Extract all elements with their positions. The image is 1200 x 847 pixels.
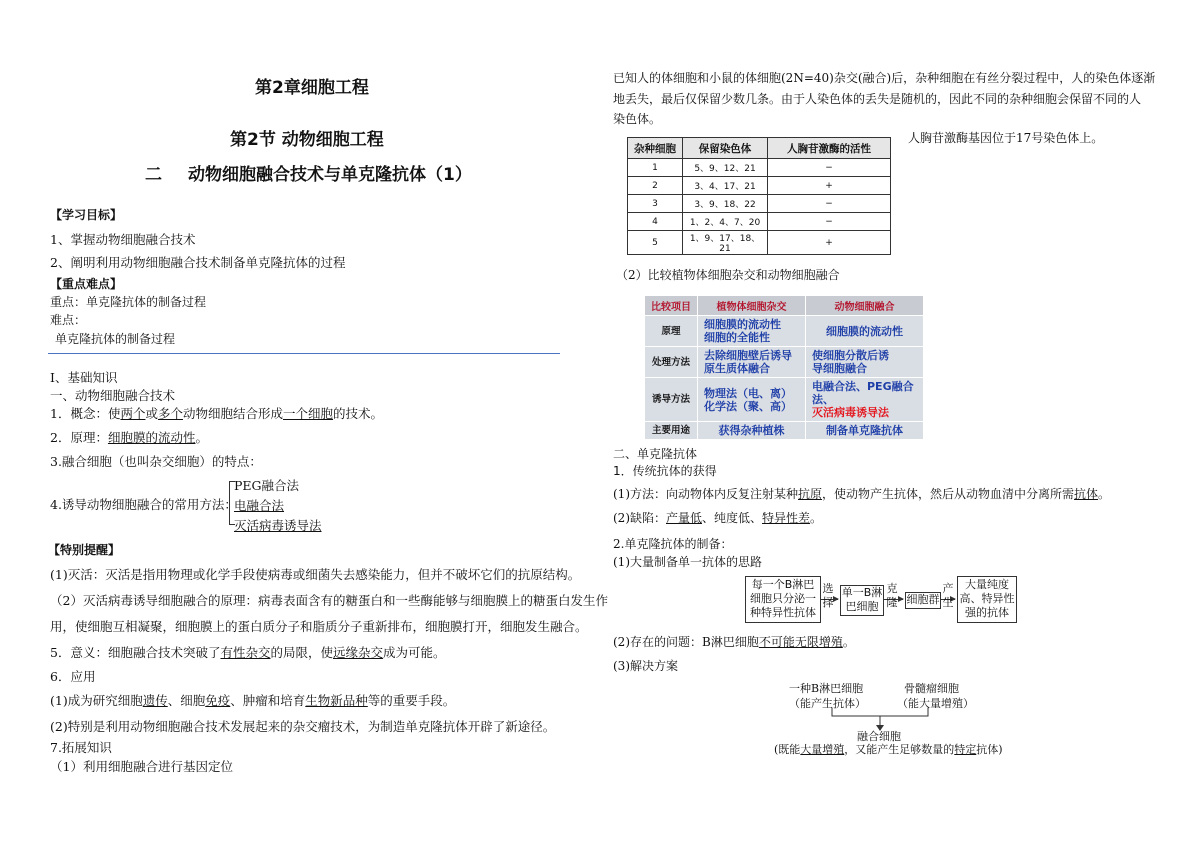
basics-title: Ⅰ、基础知识 [50, 370, 118, 385]
section-title: 第2节 动物细胞工程 [230, 130, 384, 150]
table-row: 2 3、4、17、21 + [628, 177, 891, 195]
problem-line: (2)存在的问题：B淋巴细胞不可能无限增殖。 [613, 635, 855, 649]
goals-title: 【学习目标】 [50, 208, 123, 222]
concept-line: 1．概念：使两个或多个动物细胞结合形成一个细胞的技术。 [50, 406, 384, 421]
key-difficulty: 单克隆抗体的制备过程 [55, 332, 176, 346]
app-2: (2)特别是利用动物细胞融合技术发展起来的杂交瘤技术，为制造单克隆抗体开辟了新途径。 [50, 719, 556, 734]
prep-1: (1)大量制备单一抗体的思路 [613, 555, 762, 569]
table1-header: 保留染色体 [683, 138, 768, 159]
table2-header: 比较项目 [645, 296, 698, 316]
trad-title: 1．传统抗体的获得 [613, 464, 717, 478]
method-virus: 灭活病毒诱导法 [234, 518, 322, 533]
meaning-line: 5．意义：细胞融合技术突破了有性杂交的局限，使远缘杂交成为可能。 [50, 645, 446, 660]
flow-box-4: 大量纯度 高、特异性 强的抗体 [957, 576, 1017, 623]
table-row: 原理 细胞膜的流动性 细胞的全能性 细胞膜的流动性 [645, 316, 924, 347]
app-title: 6．应用 [50, 669, 96, 684]
sol-right-1: 骨髓瘤细胞 [904, 682, 959, 695]
table2-header: 动物细胞融合 [806, 296, 924, 316]
key-focus: 重点：单克隆抗体的制备过程 [50, 295, 207, 309]
comparison-table [644, 295, 924, 440]
table-row: 4 1、2、4、7、20 − [628, 213, 891, 231]
table-row: 主要用途 获得杂种植株 制备单克隆抗体 [645, 422, 924, 440]
gene-location-table [627, 137, 891, 255]
basics-sub1: 一、动物细胞融合技术 [50, 388, 176, 403]
side-note: 人胸苷激酶基因位于17号染色体上。 [908, 131, 1104, 145]
chapter-title: 第2章细胞工程 [255, 78, 369, 98]
table1-header: 杂种细胞 [628, 138, 683, 159]
methods-label: 4.诱导动物细胞融合的常用方法： [50, 497, 237, 512]
ext-1: （1）利用细胞融合进行基因定位 [50, 759, 233, 774]
flow-box-2: 单一B淋 巴细胞 [840, 585, 884, 616]
app-1: (1)成为研究细胞遗传、细胞免疫、肿瘤和培育生物新品种等的重要手段。 [50, 693, 456, 708]
table-row: 处理方法 去除细胞壁后诱导 原生质体融合 使细胞分散后诱 导细胞融合 [645, 347, 924, 378]
prep-title: 2.单克隆抗体的制备： [613, 537, 733, 551]
goal-item-2: 2、阐明利用动物细胞融合技术制备单克隆抗体的过程 [50, 255, 346, 270]
sub2-title: 二、单克隆抗体 [613, 447, 698, 461]
sol-fused: 融合细胞 [857, 730, 901, 743]
intro-line-3: 染色体。 [613, 112, 662, 126]
table1-header: 人胸苷激酶的活性 [768, 138, 891, 159]
tip-2b: 用，使细胞互相凝聚，细胞膜上的蛋白质分子和脂质分子重新排布，细胞膜打开，细胞发生融合。 [50, 619, 588, 634]
sol-bottom: (既能大量增殖，又能产生足够数量的特定抗体) [774, 743, 1003, 756]
sol-left-2: （能产生抗体） [789, 697, 866, 710]
compare-title: （2）比较植物体细胞杂交和动物细胞融合 [616, 268, 840, 282]
defect-line: (2)缺陷：产量低、纯度低、特异性差。 [613, 511, 823, 525]
method-line: (1)方法：向动物体内反复注射某种抗原，使动物产生抗体，然后从动物血清中分离所需抗体。 [613, 487, 1111, 501]
fused-line: 3.融合细胞（也叫杂交细胞）的特点： [50, 454, 262, 469]
key-difficulty-label: 难点： [50, 313, 87, 327]
table-row: 1 5、9、12、21 − [628, 159, 891, 177]
table-row: 5 1、9、17、18、21 + [628, 231, 891, 255]
tip-1: (1)灭活：灭活是指用物理或化学手段使病毒或细菌失去感染能力，但并不破坏它们的抗原结构。 [50, 567, 581, 582]
subtitle: 动物细胞融合技术与单克隆抗体（1） [188, 165, 472, 185]
flow-box-1: 每一个B淋巴 细胞只分泌一 种特异性抗体 [745, 576, 821, 623]
method-peg: PEG融合法 [234, 478, 300, 493]
method-electric: 电融合法 [234, 498, 285, 513]
table-row: 诱导方法 物理法（电、离） 化学法（聚、高） 电融合法、PEG融合法、 灭活病毒诱导法 [645, 378, 924, 422]
intro-line-2: 地丢失，最后仅保留少数几条。由于人染色体的丢失是随机的，因此不同的杂种细胞会保留不同的人 [613, 92, 1142, 106]
flow-box-3: 细胞群 [905, 592, 941, 609]
table-row: 3 3、9、18、22 − [628, 195, 891, 213]
table2-header: 植物体细胞杂交 [698, 296, 806, 316]
divider-line [48, 353, 560, 354]
tip-2a: （2）灭活病毒诱导细胞融合的原理：病毒表面含有的糖蛋白和一些酶能够与细胞膜上的糖蛋白发生作 [50, 593, 608, 608]
key-title: 【重点难点】 [50, 277, 123, 291]
solution-title: (3)解决方案 [613, 659, 678, 673]
tips-title: 【特别提醒】 [48, 543, 121, 557]
sol-right-2: （能大量增殖） [897, 697, 974, 710]
intro-line-1: 已知人的体细胞和小鼠的体细胞(2N=40)杂交(融合)后，杂种细胞在有丝分裂过程中，人的染色体逐渐 [613, 71, 1156, 85]
principle-line: 2．原理：细胞膜的流动性。 [50, 430, 208, 445]
flow-label-produce: 产生 [942, 582, 954, 609]
subtitle-number: 二 [145, 165, 162, 185]
sol-left-1: 一种B淋巴细胞 [789, 682, 864, 695]
ext-title: 7.拓展知识 [50, 740, 112, 755]
flow-label-clone: 克隆 [886, 582, 898, 609]
flow-label-select: 选择 [822, 582, 834, 609]
goal-item-1: 1、掌握动物细胞融合技术 [50, 232, 196, 247]
